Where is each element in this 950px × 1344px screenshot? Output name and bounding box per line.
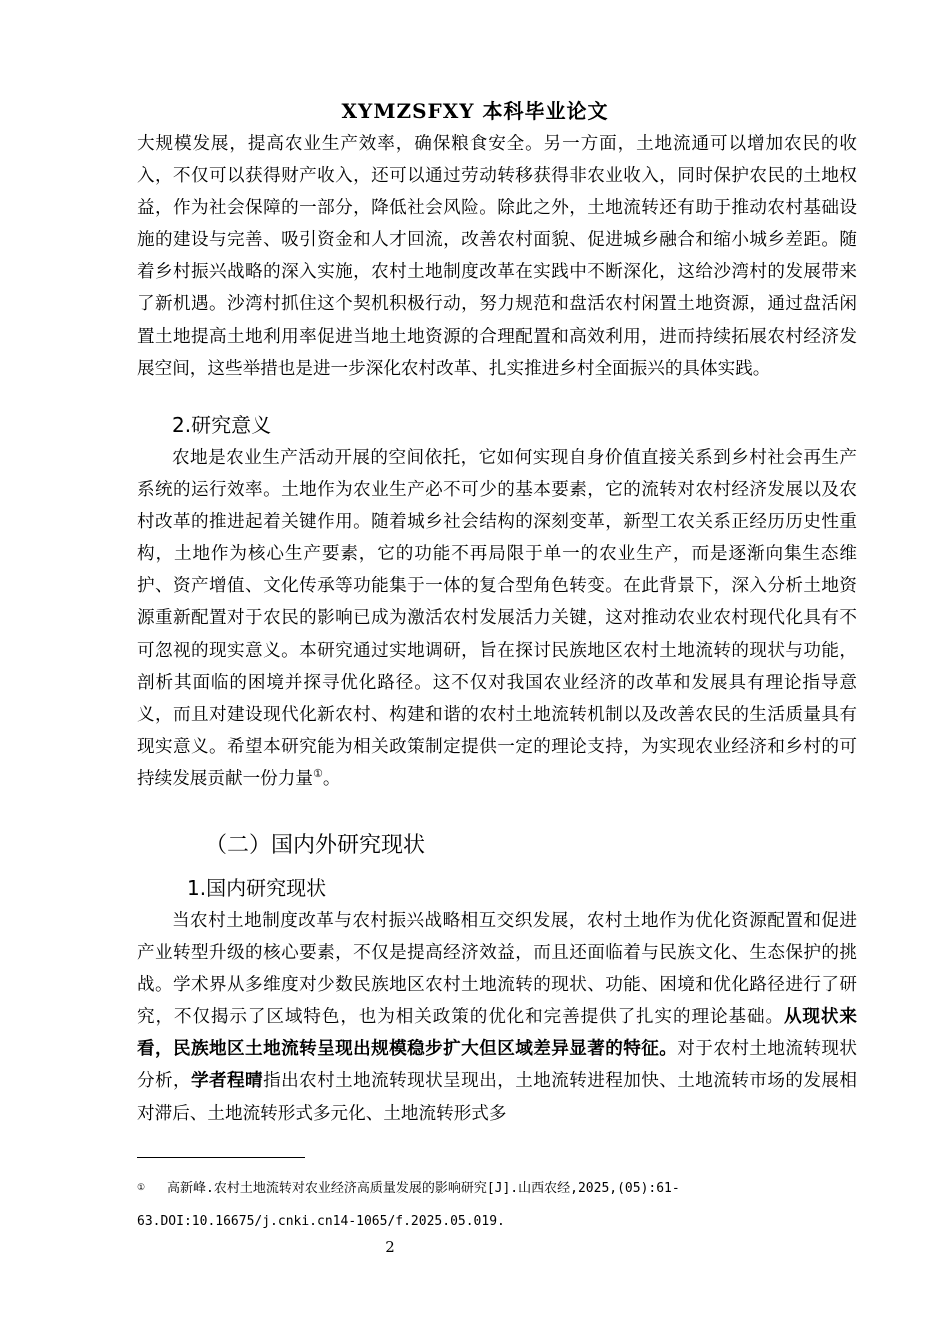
paragraph-significance-end: 。 <box>322 768 341 789</box>
paragraph-domestic-b: 对于农村土地流转现状分析， <box>137 1039 857 1092</box>
section-status <box>137 830 857 862</box>
paragraph-significance <box>137 442 857 795</box>
footnote-line-1: 高新峰.农村土地流转对农业经济高质量发展的影响研究[J].山西农经,2025,(05):61- <box>167 1181 680 1196</box>
paragraph-domestic-bold-2: 学者程晴 <box>191 1071 264 1092</box>
footnote <box>137 1172 857 1238</box>
footnote-divider <box>137 1157 305 1158</box>
heading-research-status: （二）国内外研究现状 <box>205 833 426 858</box>
footnote-reference[interactable]: ① <box>312 767 323 781</box>
page-number: 2 <box>385 1238 395 1256</box>
paragraph-significance-wrap <box>137 442 857 795</box>
paragraph-1: 大规模发展，提高农业生产效率，确保粮食安全。另一方面，土地流通可以增加农民的收入，不仅可以获得财产收入，还可以通过劳动转移获得非农业收入，同时保护农民的土地权益，作为社会保障的一部分，降低社会风险。除此之外，土地流转还有助于推动农村基础设施的建设与完善、吸引资金和人才回流，改善农村面貌、促进城乡融合和缩小城乡差距。随着乡村振兴战略的深入实施，农村土地制度改革在实践中不断深化，这给沙湾村的发展带来了新机遇。沙湾村抓住这个契机积极行动，努力规范和盘活农村闲置土地资源，通过盘活闲置土地提高土地利用率促进当地土地资源的合理配置和高效利用，进而持续拓展农村经济发展空间，这些举措也是进一步深化农村改革、扎实推进乡村全面振兴的具体实践。 <box>137 134 857 379</box>
section-domestic <box>137 872 857 904</box>
paragraph-domestic <box>137 905 857 1130</box>
paragraph-background <box>137 128 857 385</box>
heading-research-significance: 2.研究意义 <box>172 413 272 437</box>
section-significance <box>137 409 857 441</box>
page-header: XYMZSFXY 本科毕业论文 <box>341 99 609 123</box>
paragraph-domestic-a: 当农村土地制度改革与农村振兴战略相互交织发展，农村土地作为优化资源配置和促进产业转型升级的核心要素，不仅是提高经济效益，而且还面临着与民族文化、生态保护的挑战。学术界从多维度对少数民族地区农村土地流转的现状、功能、困境和优化路径进行了研究，不仅揭示了区域特色，也为相关政策的优化和完善提供了扎实的理论基础。 <box>137 911 857 1028</box>
heading-domestic-status: 1.国内研究现状 <box>187 876 327 900</box>
footnote-mark: ① <box>137 1183 146 1193</box>
footnote-line-2: 63.DOI:10.16675/j.cnki.cn14-1065/f.2025.05.019. <box>137 1214 505 1229</box>
paragraph-significance-text: 农地是农业生产活动开展的空间依托，它如何实现自身价值直接关系到乡村社会再生产系统的运行效率。土地作为农业生产必不可少的基本要素，它的流转对农村经济发展以及农村改革的推进起着关键作用。随着城乡社会结构的深刻变革，新型工农关系正经历历史性重构，土地作为核心生产要素，它的功能不再局限于单一的农业生产，而是逐渐向集生态维护、资产增值、文化传承等功能集于一体的复合型角色转变。在此背景下，深入分析土地资源重新配置对于农民的影响已成为激活农村发展活力关键，这对推动农业农村现代化具有不可忽视的现实意义。本研究通过实地调研，旨在探讨民族地区农村土地流转的现状与功能，剖析其面临的困境并探寻优化路径。这不仅对我国农业经济的改革和发展具有理论指导意义，而且对建设现代化新农村、构建和谐的农村土地流转机制以及改善农民的生活质量具有现实意义。希望本研究能为相关政策制定提供一定的理论支持，为实现农业经济和乡村的可持续发展贡献一份力量 <box>137 448 857 789</box>
paragraph-domestic-c: 指出农村土地流转现状呈现出，土地流转进程加快、土地流转市场的发展相对滞后、土地流转形式多元化、土地流转形式多 <box>137 1071 857 1124</box>
paragraph-domestic-wrap <box>137 905 857 1130</box>
paragraph-domestic-bold-1: 从现状来看，民族地区土地流转呈现出规模稳步扩大但区域差异显著的特征。 <box>137 1007 857 1060</box>
